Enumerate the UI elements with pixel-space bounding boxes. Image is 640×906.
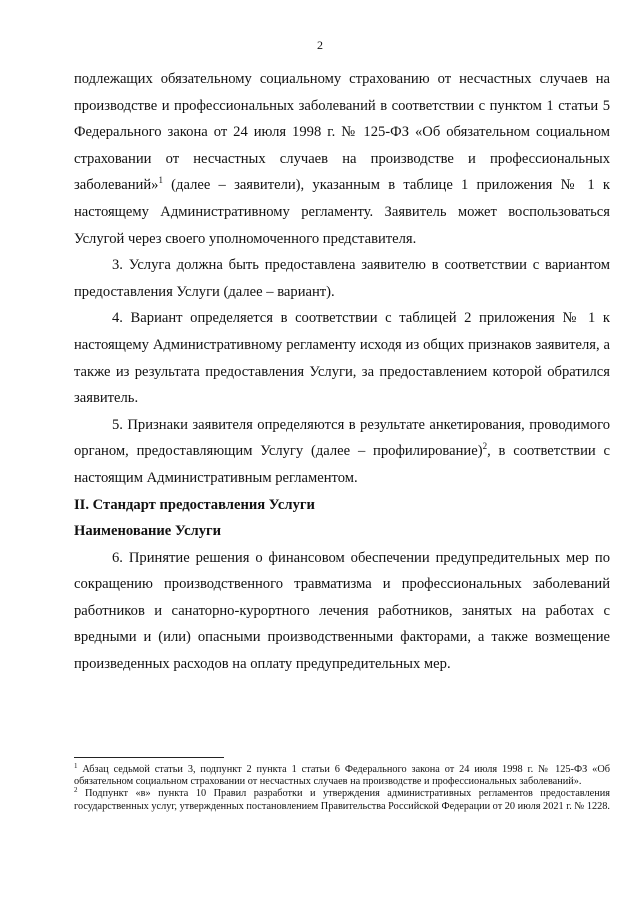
paragraph-5-part-1: 5. Признаки заявителя определяются в результате анкетирования, проводимого органом, предоставляющим Услугу (далее – профилирование) [74,416,610,460]
paragraph-4: 4. Вариант определяется в соответствии с таблицей 2 приложения № 1 к настоящему Административному регламенту исходя из общих признаков заявителя, а также из результата предоставления Услуги, за предоставлением которой обратился заявитель. [74,310,610,407]
footnote-ref-2: 2 [482,441,488,452]
footnote-1-text: Абзац седьмой статьи 3, подпункт 2 пункта 1 статьи 6 Федерального закона от 24 июля 1998 г. № 125-ФЗ «Об обязательном социальном страховании от несчастных случаев на производстве и профессиональных заболеваний». [74,764,610,788]
paragraph-applicants-part-2: (далее – заявители), указанным в таблице 1 приложения № 1 к настоящему Административному регламенту. Заявитель может воспользоваться Услугой через своего уполномоченного представителя. [74,177,610,247]
paragraph-5-part-2: , в соответствии с настоящим Административным регламентом. [74,443,610,486]
footnotes [74,764,610,813]
footnote-ref-1: 1 [158,175,163,186]
page-number: 2 [317,38,323,52]
paragraph-5 [74,412,610,492]
footnote-2 [74,788,610,812]
footnote-2-mark: 2 [74,786,78,795]
footnote-1-mark: 1 [74,762,78,770]
footnote-2-text: Подпункт «в» пункта 10 Правил разработки и утверждения административных регламентов предоставления государственных услуг, утвержденных постановлением Правительства Российской Федерации от 20 июля 2021 г. № 1228. [74,788,610,812]
paragraph-applicants-part-1: подлежащих обязательному социальному страхованию от несчастных случаев на производстве и профессиональных заболеваний в соответствии с пунктом 1 статьи 5 Федерального закона от 24 июля 1998 г. № 125-ФЗ «Об обязательном социальном страховании от несчастных случаев на производстве и профессиональных заболеваний» [74,71,610,194]
paragraph-6: 6. Принятие решения о финансовом обеспечении предупредительных мер по сокращению производственного травматизма и профессиональных заболеваний работников и санаторно-курортного лечения работников, занятых на работах с вредными и (или) опасными производственными факторами, а также возмещение произведенных расходов на оплату предупредительных мер. [74,549,610,673]
footnote-divider [74,757,224,758]
paragraph-3: 3. Услуга должна быть предоставлена заявителю в соответствии с вариантом предоставления Услуги (далее – вариант). [74,257,610,300]
subsection-heading: Наименование Услуги [74,523,222,540]
paragraph-applicants [74,66,610,252]
section-heading: II. Стандарт предоставления Услуги [74,496,315,513]
document-body [74,66,610,678]
footnote-1 [74,764,610,788]
